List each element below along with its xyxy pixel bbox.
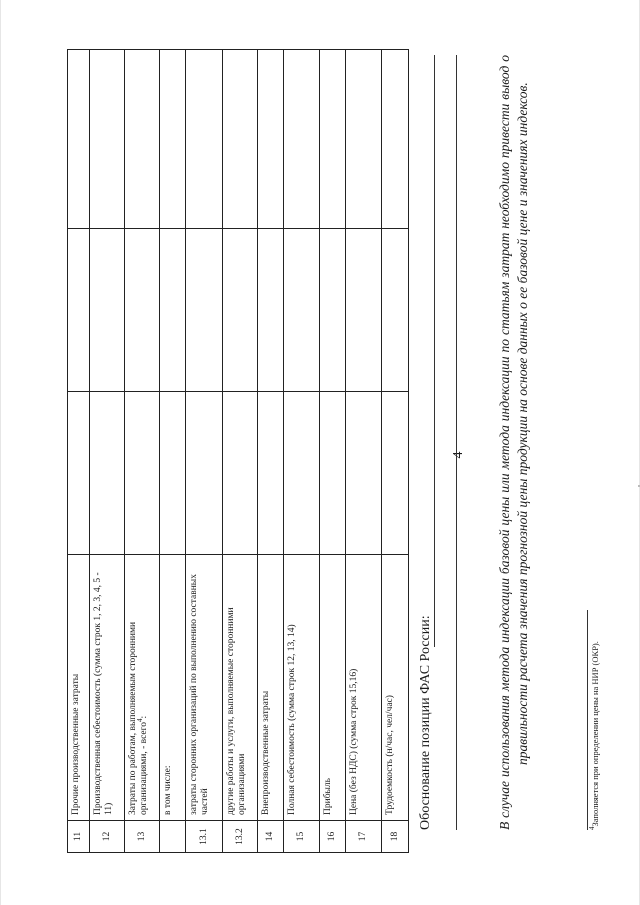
row-number: 15 xyxy=(284,821,320,853)
table-cell xyxy=(346,229,382,392)
table-cell xyxy=(68,229,90,392)
row-number: 16 xyxy=(320,821,346,853)
table-cell xyxy=(382,392,409,555)
table-cell xyxy=(320,50,346,229)
row-name-text: Прочие производственные затраты xyxy=(71,673,81,815)
table-row xyxy=(68,50,90,853)
justification-label: Обоснование позиции ФАС России: xyxy=(418,615,433,830)
table-cell xyxy=(125,229,160,392)
table-cell xyxy=(284,392,320,555)
page-number: 4 xyxy=(451,451,466,459)
row-number: 17 xyxy=(346,821,382,853)
row-name-text: Трудоемкость (н/час, чел/час) xyxy=(385,695,395,815)
row-number: 11 xyxy=(68,821,90,853)
row-name xyxy=(186,555,223,821)
table-row xyxy=(346,50,382,853)
row-number: 14 xyxy=(258,821,284,853)
row-name-text: другие работы и услуги, выполняемые сторонними организациями xyxy=(226,607,247,815)
row-name-text: Полная себестоимость (сумма строк 12, 13, 14) xyxy=(287,624,297,815)
table-cell xyxy=(346,392,382,555)
table-cell xyxy=(90,392,125,555)
table-cell xyxy=(160,50,186,229)
row-name-text: Цена (без НДС) (сумма строк 15,16) xyxy=(349,668,359,815)
table-row xyxy=(382,50,409,853)
row-name xyxy=(346,555,382,821)
row-name-text: Прибыль xyxy=(323,778,333,815)
row-name: Затраты по работам, выполняемым сторонними организациями, - всего$^4$: xyxy=(125,555,160,821)
row-number: 18 xyxy=(382,821,409,853)
table-row xyxy=(223,50,258,853)
table-cell xyxy=(284,50,320,229)
table-cell xyxy=(320,392,346,555)
row-name xyxy=(90,555,125,821)
table-row xyxy=(125,50,160,853)
table-cell xyxy=(382,50,409,229)
row-name xyxy=(160,555,186,821)
table-cell xyxy=(223,229,258,392)
footnote-mark: 4 xyxy=(588,826,597,830)
row-name-text: Производственная себестоимость (сумма строк 1, 2, 3, 4, 5 - 11) xyxy=(93,572,114,815)
row-number: 12 xyxy=(90,821,125,853)
table-cell xyxy=(346,50,382,229)
table-cell xyxy=(68,392,90,555)
table-cell xyxy=(320,229,346,392)
justification-fill-line xyxy=(434,55,435,647)
row-number: 13 xyxy=(125,821,160,853)
row-name xyxy=(68,555,90,821)
row-name-text: Затраты по работам, выполняемым сторонними организациями, - всего xyxy=(128,621,149,815)
table-row xyxy=(160,50,186,853)
footnote-text: Заполняется при определении цены на НИР (ОКР). xyxy=(590,641,600,827)
row-name-text: в том числе: xyxy=(163,765,173,815)
table-cell xyxy=(223,50,258,229)
cost-table xyxy=(67,49,409,853)
table-cell xyxy=(68,50,90,229)
table-cell xyxy=(258,392,284,555)
table-cell xyxy=(125,392,160,555)
cost-table-body xyxy=(68,50,409,853)
table-cell xyxy=(160,392,186,555)
row-name xyxy=(382,555,409,821)
table-cell xyxy=(90,229,125,392)
table-row xyxy=(284,50,320,853)
row-number: 13.2 xyxy=(223,821,258,853)
footnote-separator xyxy=(587,610,588,830)
table-cell xyxy=(186,229,223,392)
table-cell xyxy=(258,50,284,229)
row-name xyxy=(258,555,284,821)
table-row xyxy=(186,50,223,853)
row-name xyxy=(320,555,346,821)
row-name-text: затраты сторонних организаций по выполнению составных частей xyxy=(189,574,210,815)
table-cell xyxy=(125,50,160,229)
table-cell xyxy=(382,229,409,392)
row-number: 13.1 xyxy=(186,821,223,853)
conclusion-paragraph: В случае использования метода индексации базовой цены или метода индексации по статьям затрат необходимо привести вывод о правильности расчета значения прогнозной цены продукции на основе данных о ее базовой цене и значениях индексов. xyxy=(497,55,530,830)
table-row xyxy=(258,50,284,853)
footnote-reference: 4 xyxy=(135,718,144,722)
row-name-text: Внепроизводственные затраты xyxy=(261,690,271,815)
table-cell xyxy=(223,392,258,555)
justification-blank-line xyxy=(456,55,457,830)
table-cell xyxy=(284,229,320,392)
table-row xyxy=(320,50,346,853)
row-name xyxy=(284,555,320,821)
table-cell xyxy=(258,229,284,392)
table-cell xyxy=(186,392,223,555)
row-name xyxy=(223,555,258,821)
row-number xyxy=(160,821,186,853)
table-cell xyxy=(160,229,186,392)
footnote xyxy=(590,641,600,830)
table-cell xyxy=(90,50,125,229)
table-row xyxy=(90,50,125,853)
table-cell xyxy=(186,50,223,229)
